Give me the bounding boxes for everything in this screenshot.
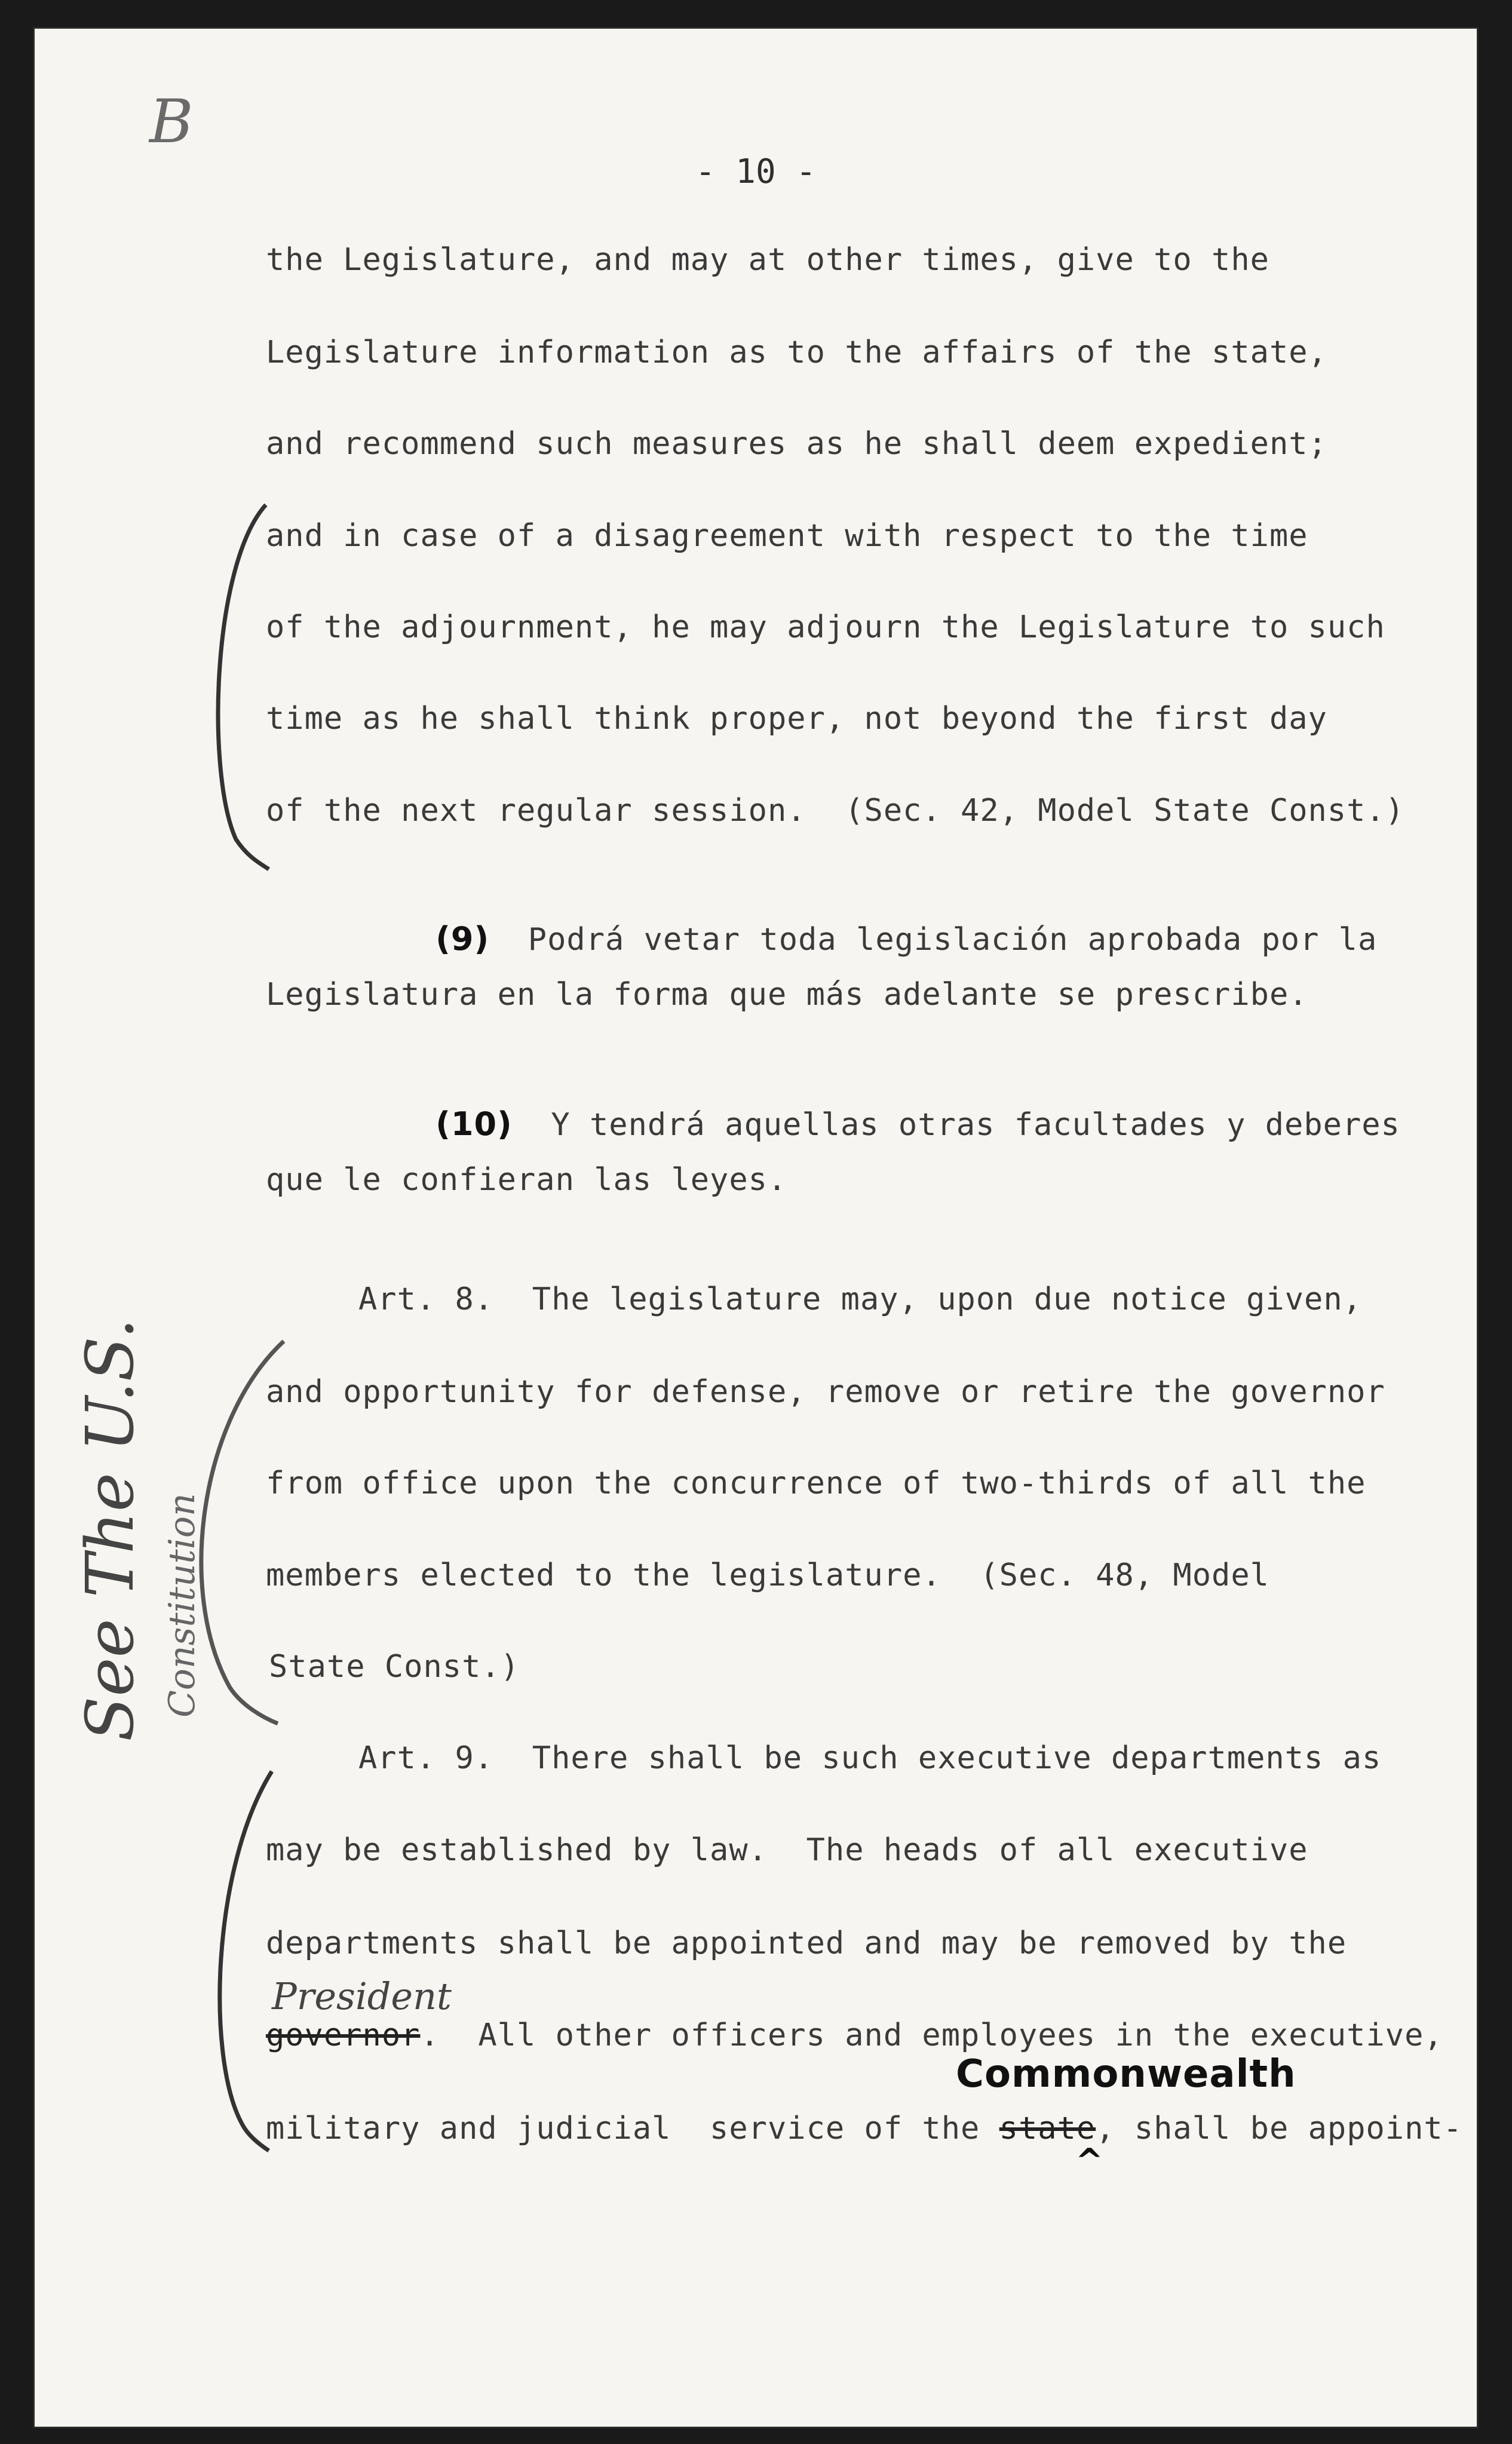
bracket-mark [218,505,269,869]
text-span: Podrá vetar toda legislación aprobada por la [527,922,1378,958]
art8-line: Art. 8. The legislature may, upon due notice given, [358,1281,1362,1317]
struck-word: state [999,2111,1096,2146]
paragraph-number: (10) [435,1105,513,1143]
page-number: - 10 - [695,152,817,191]
struck-word: governor [266,2017,421,2053]
art9-line: departments shall be appointed and may be removed by the [266,1925,1347,1961]
text-line: time as he shall think proper, not beyond the first day [266,701,1327,737]
pencil-brackets [33,27,1479,2428]
text-span: . All other officers and employees in the executive, [420,2017,1443,2053]
text-line: Legislatura en la forma que más adelante se prescribe. [266,977,1308,1013]
text-span: Y tendrá aquellas otras facultades y deberes [551,1107,1400,1143]
text-line: and recommend such measures as he shall deem expedient; [266,426,1327,462]
margin-note-sub: Constitution [161,1493,203,1718]
corner-mark: B [149,87,194,157]
text-line: the Legislature, and may at other times, give to the [266,242,1269,278]
text-line: and in case of a disagreement with respect to the time [266,518,1308,554]
bracket-mark [220,1771,272,2151]
art8-line: State Const.) [269,1649,520,1685]
text-line: of the next regular session. (Sec. 42, Model State Const.) [266,793,1405,829]
text-span: , shall be appoint- [1096,2111,1463,2146]
text-line: of the adjournment, he may adjourn the Legislature to such [266,609,1385,645]
insertion-caret-icon: ^ [1075,2142,1103,2181]
art9-line: may be established by law. The heads of all executive [266,1832,1308,1868]
text-line: Legislature information as to the affairs of the state, [266,335,1327,370]
text-line: que le confieran las leyes. [266,1162,787,1198]
handwritten-insert: Commonwealth [956,2052,1296,2096]
art8-line: from office upon the concurrence of two-thirds of all the [266,1465,1366,1501]
art8-line: members elected to the legislature. (Sec. 48, Model [266,1557,1269,1593]
margin-note: See The U.S. [72,1318,148,1741]
text-span: military and judicial service of the [266,2111,999,2146]
document-page [33,27,1479,2428]
bracket-mark [201,1341,284,1724]
art9-line: Art. 9. There shall be such executive departments as [358,1740,1382,1776]
paragraph-number: (9) [435,920,490,958]
art8-line: and opportunity for defense, remove or retire the governor [266,1374,1385,1410]
handwritten-insert: President [272,1974,452,2018]
